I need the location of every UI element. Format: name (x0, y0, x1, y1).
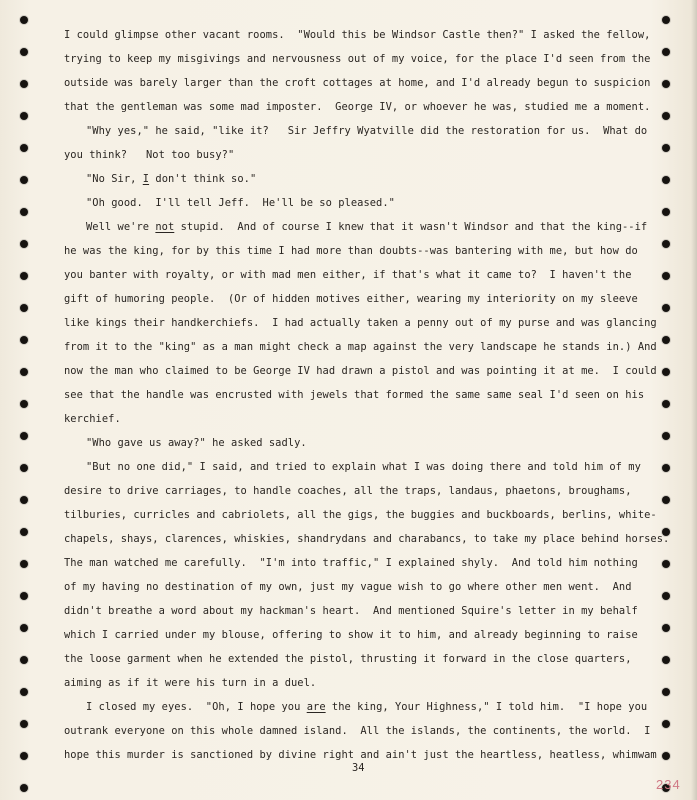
text-line: I could glimpse other vacant rooms. "Would this be Windsor Castle then?" I asked the fellow, (64, 29, 651, 41)
feed-hole (20, 752, 28, 760)
feed-hole (662, 176, 670, 184)
feed-hole (662, 400, 670, 408)
text-line: see that the handle was encrusted with jewels that formed the same same seal I'd seen on his (64, 389, 645, 401)
feed-hole (662, 464, 670, 472)
text-line: "Who gave us away?" he asked sadly. (86, 437, 307, 449)
feed-hole (20, 688, 28, 696)
feed-hole (20, 656, 28, 664)
underlined-word: are (306, 701, 326, 713)
text-line: the loose garment when he extended the pistol, thrusting it forward in the close quarters, (64, 653, 632, 665)
feed-hole (662, 656, 670, 664)
feed-hole (20, 368, 28, 376)
feed-hole (662, 688, 670, 696)
text-line: The man watched me carefully. "I'm into traffic," I explained shyly. And told him nothing (64, 557, 638, 569)
feed-hole (662, 592, 670, 600)
feed-hole (662, 720, 670, 728)
text-line: outrank everyone on this whole damned island. All the islands, the continents, the world. I (64, 725, 651, 737)
text-line: didn't breathe a word about my hackman's heart. And mentioned Squire's letter in my behalf (64, 605, 638, 617)
feed-hole (662, 496, 670, 504)
feed-hole (662, 304, 670, 312)
feed-hole (20, 240, 28, 248)
feed-hole (662, 48, 670, 56)
feed-hole (20, 400, 28, 408)
feed-hole (20, 624, 28, 632)
text-line: hope this murder is sanctioned by divine right and ain't just the heartless, heatless, whimwam (64, 749, 657, 761)
feed-hole (662, 368, 670, 376)
feed-hole (20, 272, 28, 280)
text-line: "No Sir, I don't think so." (86, 173, 257, 185)
text-line: he was the king, for by this time I had more than doubts--was bantering with me, but how do (64, 245, 638, 257)
text-line: of my having no destination of my own, just my vague wish to go where other men went. And (64, 581, 632, 593)
feed-hole (20, 496, 28, 504)
tractor-feed-holes-right (662, 0, 676, 800)
underlined-word: not (155, 221, 175, 233)
feed-hole (662, 336, 670, 344)
feed-hole (20, 208, 28, 216)
text-line: you think? Not too busy?" (64, 149, 235, 161)
archive-stamp-number: 234 (656, 777, 681, 792)
text-line: "Oh good. I'll tell Jeff. He'll be so pleased." (86, 197, 395, 209)
feed-hole (20, 432, 28, 440)
feed-hole (662, 272, 670, 280)
feed-hole (662, 240, 670, 248)
text-line: which I carried under my blouse, offering to show it to him, and already beginning to raise (64, 629, 638, 641)
text-line: aiming as if it were his turn in a duel. (64, 677, 317, 689)
text-line: like kings their handkerchiefs. I had actually taken a penny out of my purse and was glancing (64, 317, 657, 329)
feed-hole (20, 336, 28, 344)
feed-hole (662, 80, 670, 88)
feed-hole (20, 528, 28, 536)
feed-hole (20, 560, 28, 568)
page-edge-shadow (691, 0, 697, 800)
feed-hole (20, 784, 28, 792)
feed-hole (20, 304, 28, 312)
text-line: gift of humoring people. (Or of hidden motives either, wearing my interiority on my sleeve (64, 293, 638, 305)
underlined-word: I (142, 173, 150, 185)
feed-hole (662, 144, 670, 152)
text-line: "But no one did," I said, and tried to explain what I was doing there and told him of my (86, 461, 641, 473)
text-line: kerchief. (64, 413, 121, 425)
text-line: you banter with royalty, or with mad men either, if that's what it came to? I haven't the (64, 269, 632, 281)
text-line: I closed my eyes. "Oh, I hope you are the king, Your Highness," I told him. "I hope you (86, 701, 648, 713)
text-line: tilburies, curricles and cabriolets, all the gigs, the buggies and buckboards, berlins, white- (64, 509, 657, 521)
text-line: Well we're not stupid. And of course I knew that it wasn't Windsor and that the king--if (86, 221, 648, 233)
feed-hole (20, 80, 28, 88)
feed-hole (20, 112, 28, 120)
text-line: chapels, shays, clarences, whiskies, shandrydans and charabancs, to take my place behind horses. (64, 533, 670, 545)
feed-hole (20, 16, 28, 24)
feed-hole (662, 112, 670, 120)
tractor-feed-holes-left (20, 0, 34, 800)
feed-hole (20, 176, 28, 184)
text-line: "Why yes," he said, "like it? Sir Jeffry Wyatville did the restoration for us. What do (86, 125, 648, 137)
feed-hole (20, 144, 28, 152)
feed-hole (20, 720, 28, 728)
text-line: desire to drive carriages, to handle coaches, all the traps, landaus, phaetons, broughams, (64, 485, 632, 497)
feed-hole (662, 624, 670, 632)
text-line: from it to the "king" as a man might check a map against the very landscape he stands in.) And (64, 341, 657, 353)
feed-hole (20, 48, 28, 56)
feed-hole (662, 16, 670, 24)
feed-hole (662, 752, 670, 760)
feed-hole (20, 592, 28, 600)
feed-hole (662, 560, 670, 568)
page-number: 34 (352, 762, 365, 774)
text-line: that the gentleman was some mad imposter. George IV, or whoever he was, studied me a moment. (64, 101, 651, 113)
feed-hole (662, 432, 670, 440)
text-line: now the man who claimed to be George IV had drawn a pistol and was pointing it at me. I could (64, 365, 657, 377)
text-line: outside was barely larger than the croft cottages at home, and I'd already begun to suspicion (64, 77, 651, 89)
feed-hole (20, 464, 28, 472)
text-line: trying to keep my misgivings and nervousness out of my voice, for the place I'd seen from the (64, 53, 651, 65)
feed-hole (662, 208, 670, 216)
